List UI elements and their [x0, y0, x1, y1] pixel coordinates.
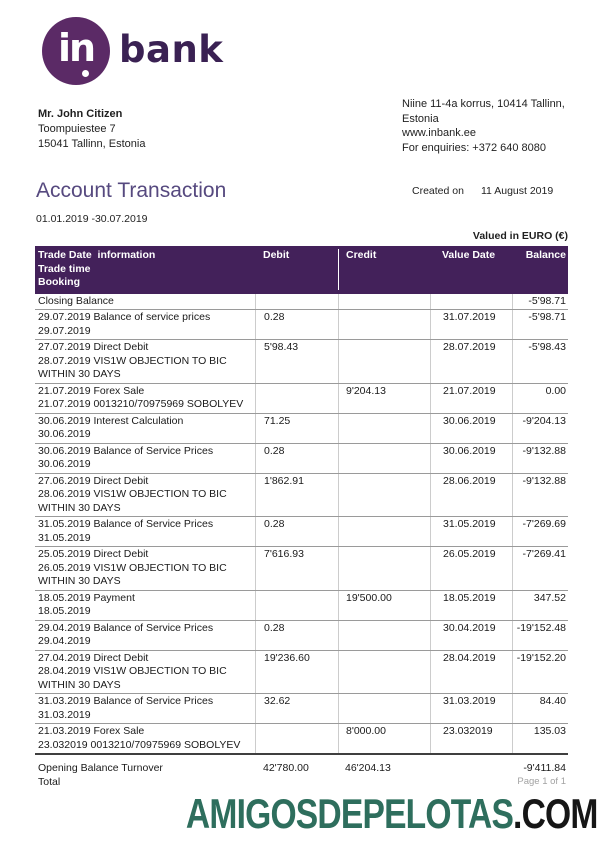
- row-value-date: 30.04.2019: [430, 621, 512, 650]
- summary-label: Opening Balance Turnover Total: [38, 762, 163, 788]
- page-title: Account Transaction: [36, 179, 227, 202]
- row-description: 27.04.2019 Direct Debit 28.04.2019 VIS1W OBJECTION TO BIC WITHIN 30 DAYS: [38, 651, 227, 691]
- row-credit: [338, 444, 430, 473]
- row-description: 18.05.2019 Payment 18.05.2019: [38, 591, 135, 617]
- row-value-date: 18.05.2019: [430, 591, 512, 620]
- table-row: [35, 474, 568, 518]
- customer-name: Mr. John Citizen: [38, 108, 123, 120]
- watermark: [186, 790, 598, 838]
- table-row: [35, 414, 568, 444]
- row-debit: 5'98.43: [255, 340, 338, 383]
- row-credit: [338, 340, 430, 383]
- row-balance: -19'152.48: [512, 621, 568, 650]
- row-description: 31.03.2019 Balance of Service Prices 31.03.2019: [38, 695, 214, 721]
- row-description: Closing Balance: [38, 294, 114, 307]
- row-debit: 0.28: [255, 621, 338, 650]
- table-row: [35, 724, 568, 755]
- row-debit: [255, 724, 338, 753]
- header-value-date: Value Date: [442, 249, 496, 261]
- row-value-date: 23.032019: [430, 724, 512, 753]
- row-balance: -9'132.88: [512, 444, 568, 473]
- row-description: 31.05.2019 Balance of Service Prices 31.05.2019: [38, 518, 214, 544]
- row-credit: 19'500.00: [338, 591, 430, 620]
- summary-row: [35, 755, 568, 790]
- bank-contact-block: [402, 97, 565, 155]
- table-row: [35, 310, 568, 340]
- bank-address-line1: Niine 11-4a korrus, 10414 Tallinn,: [402, 98, 565, 110]
- row-description: 21.03.2019 Forex Sale 23.032019 0013210/70975969 SOBOLYEV: [38, 725, 241, 751]
- row-balance: -5'98.43: [512, 340, 568, 383]
- row-description: 27.06.2019 Direct Debit 28.06.2019 VIS1W OBJECTION TO BIC WITHIN 30 DAYS: [38, 474, 227, 514]
- row-value-date: 31.03.2019: [430, 694, 512, 723]
- inbank-logo-text: bank: [119, 28, 224, 71]
- row-balance: 347.52: [512, 591, 568, 620]
- row-description: 30.06.2019 Interest Calculation 30.06.2019: [38, 414, 184, 440]
- created-on-value: 11 August 2019: [481, 185, 554, 197]
- row-debit: [255, 294, 338, 310]
- page-number: Page 1 of 1: [517, 776, 566, 787]
- table-row: [35, 294, 568, 311]
- row-balance: -9'204.13: [512, 414, 568, 443]
- customer-street: Toompuiestee 7: [38, 123, 116, 135]
- logo-tail-dot-icon: [82, 70, 89, 77]
- row-balance: -7'269.69: [512, 517, 568, 546]
- row-balance: -19'152.20: [512, 651, 568, 694]
- row-balance: -9'132.88: [512, 474, 568, 517]
- summary-debit: 42'780.00: [263, 762, 309, 774]
- row-debit: [255, 591, 338, 620]
- row-credit: [338, 651, 430, 694]
- header-info-column: Trade Date information Trade time Booking: [38, 249, 156, 288]
- row-credit: [338, 294, 430, 310]
- logo-circle-text: in: [57, 26, 95, 70]
- row-debit: 0.28: [255, 444, 338, 473]
- row-debit: 1'862.91: [255, 474, 338, 517]
- row-credit: [338, 547, 430, 590]
- row-credit: [338, 474, 430, 517]
- row-credit: [338, 517, 430, 546]
- row-value-date: 26.05.2019: [430, 547, 512, 590]
- bank-address-line2: Estonia: [402, 112, 439, 125]
- table-row: [35, 547, 568, 591]
- row-credit: [338, 621, 430, 650]
- row-description: 30.06.2019 Balance of Service Prices 30.06.2019: [38, 444, 214, 470]
- row-balance: 135.03: [512, 724, 568, 753]
- row-value-date: 28.06.2019: [430, 474, 512, 517]
- row-description: 25.05.2019 Direct Debit 26.05.2019 VIS1W OBJECTION TO BIC WITHIN 30 DAYS: [38, 548, 227, 587]
- header-balance: Balance: [525, 249, 566, 261]
- table-row: [35, 384, 568, 414]
- row-value-date: 31.05.2019: [430, 517, 512, 546]
- row-description: 29.07.2019 Balance of service prices 29.07.2019: [38, 311, 211, 337]
- row-value-date: 30.06.2019: [430, 414, 512, 443]
- customer-address-block: [38, 107, 145, 152]
- row-debit: 71.25: [255, 414, 338, 443]
- header-credit: Credit: [338, 249, 430, 290]
- row-value-date: 21.07.2019: [430, 384, 512, 413]
- summary-balance: -9'411.84: [523, 762, 566, 774]
- watermark-tld: .COM: [513, 790, 598, 837]
- row-credit: [338, 414, 430, 443]
- row-description: 21.07.2019 Forex Sale 21.07.2019 0013210/70975969 SOBOLYEV: [38, 384, 244, 410]
- row-debit: 7'616.93: [255, 547, 338, 590]
- inbank-logo-icon: [42, 17, 110, 85]
- row-balance: 84.40: [512, 694, 568, 723]
- table-row: [35, 444, 568, 474]
- row-description: 29.04.2019 Balance of Service Prices 29.04.2019: [38, 621, 214, 647]
- transactions-table: [35, 246, 568, 790]
- table-body: [35, 294, 568, 756]
- row-balance: -5'98.71: [512, 294, 568, 310]
- row-debit: 32.62: [255, 694, 338, 723]
- summary-value-date: [430, 761, 512, 790]
- row-credit: 8'000.00: [338, 724, 430, 753]
- header-debit: Debit: [263, 249, 290, 261]
- summary-credit: 46'204.13: [345, 762, 391, 774]
- row-value-date: 28.07.2019: [430, 340, 512, 383]
- row-credit: 9'204.13: [338, 384, 430, 413]
- customer-city: 15041 Tallinn, Estonia: [38, 138, 146, 150]
- statement-period: 01.01.2019 -30.07.2019: [36, 213, 148, 225]
- table-row: [35, 340, 568, 384]
- bank-website: www.inbank.ee: [402, 127, 476, 139]
- row-debit: 0.28: [255, 310, 338, 339]
- watermark-name: AMIGOSDEPELOTAS: [186, 790, 514, 837]
- row-debit: [255, 384, 338, 413]
- table-row: [35, 517, 568, 547]
- bank-phone: For enquiries: +372 640 8080: [402, 141, 547, 154]
- table-row: [35, 621, 568, 651]
- created-on: [412, 185, 554, 197]
- row-debit: 19'236.60: [255, 651, 338, 694]
- row-value-date: 30.06.2019: [430, 444, 512, 473]
- row-description: 27.07.2019 Direct Debit 28.07.2019 VIS1W OBJECTION TO BIC WITHIN 30 DAYS: [38, 341, 227, 380]
- created-on-label: Created on: [412, 185, 464, 197]
- row-value-date: [430, 294, 512, 310]
- currency-note: Valued in EURO (€): [472, 230, 568, 242]
- row-balance: -5'98.71: [512, 310, 568, 339]
- row-balance: 0.00: [512, 384, 568, 413]
- row-value-date: 31.07.2019: [430, 310, 512, 339]
- row-debit: 0.28: [255, 517, 338, 546]
- row-credit: [338, 310, 430, 339]
- row-credit: [338, 694, 430, 723]
- table-header: [35, 246, 568, 294]
- row-value-date: 28.04.2019: [430, 651, 512, 694]
- table-row: [35, 694, 568, 724]
- row-balance: -7'269.41: [512, 547, 568, 590]
- table-row: [35, 591, 568, 621]
- table-row: [35, 651, 568, 695]
